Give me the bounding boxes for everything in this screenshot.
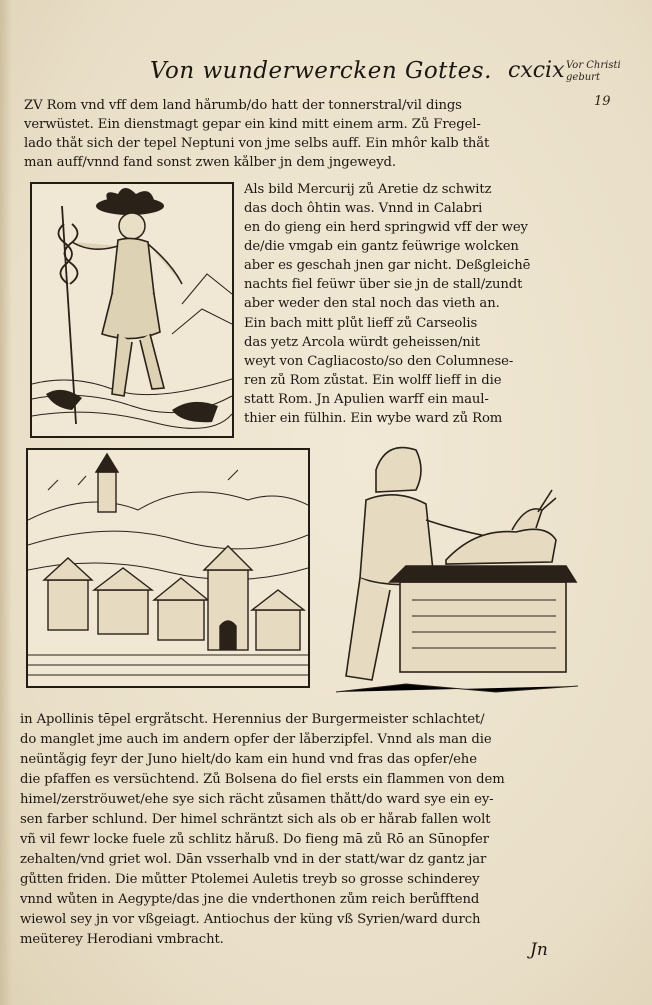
text-line: de/die vmgab ein gantz feüwrige wolcken (244, 239, 519, 254)
catchword: Jn (530, 940, 548, 960)
text-line: aber weder den stal noch das vieth an. (244, 296, 500, 311)
text-line: verwüstet. Ein dienstmagt gepar ein kind mitt einem arm. Zů Fregel- (24, 117, 481, 132)
text-line: man auff/vnnd fand sonst zwen kålber jn dem jngeweyd. (24, 155, 396, 170)
woodcut-sacrifice (316, 440, 586, 702)
text-line: meüterey Herodiani vmbracht. (20, 932, 224, 947)
text-line: lado thåt sich der tepel Neptuni von jme selbs auff. Ein mhôr kalb thåt (24, 136, 490, 151)
text-line: sen farber schlund. Der himel schräntzt sich als ob er hårab fallen wolt (20, 812, 491, 827)
text-line: Als bild Mercurij zů Aretie dz schwitz (244, 182, 492, 197)
margin-note: Vor Christi geburt (566, 60, 621, 83)
text-line: Ein bach mitt plůt lieff zů Carseolis (244, 316, 478, 331)
text-line: do manglet jme auch im andern opfer der låberzipfel. Vnnd als man die (20, 732, 492, 747)
margin-year: 19 (594, 94, 611, 109)
text-line: thier ein fülhin. Ein wybe ward zů Rom (244, 411, 503, 426)
text-line: die pfaffen es versüchtend. Zů Bolsena do fiel ersts ein flammen von dem (20, 772, 505, 787)
running-title: Von wunderwercken Gottes. (150, 58, 492, 84)
text-line: zehalten/vnd griet wol. Dān vsserhalb vnd in der statt/war dz gantz jar (20, 852, 487, 867)
text-line: en do gieng ein herd springwid vff der wey (244, 220, 528, 235)
text-line: das yetz Arcola würdt geheissen/nit (244, 335, 480, 350)
text-line: vñ vil fewr locke fuele zů schlitz håruß. Do fieng mā zů Rō an Sūnopfer (20, 832, 489, 847)
text-line: in Apollinis tēpel ergråtscht. Herennius der Burgermeister schlachtet/ (20, 712, 485, 727)
text-line: das doch ôhtin was. Vnnd in Calabri (244, 201, 483, 216)
text-line: gůtten friden. Die můtter Ptolemei Auletis treyb so grosse schinderey (20, 872, 480, 887)
text-line: ren zů Rom zůstat. Ein wolff lieff in die (244, 373, 502, 388)
text-line: vnnd wůten in Aegypte/das jne die vnderthonen zům reich berůfftend (20, 892, 480, 907)
text-line: aber es geschah jnen gar nicht. Deßgleichē (244, 258, 531, 273)
text-line: weyt von Cagliacosto/so den Columnese- (244, 354, 514, 369)
woodcut-mercury (30, 182, 234, 438)
text-line: ZV Rom vnd vff dem land hårumb/do hatt der tonnerstral/vil dings (24, 98, 462, 113)
page-gutter (0, 0, 12, 1005)
town-illustration (28, 450, 308, 686)
text-line: wiewol sey jn vor vßgeiagt. Antiochus der küng vß Syrien/ward durch (20, 912, 481, 927)
text-line: neüntågig feyr der Juno hielt/do kam ein hund vnd fras das opfer/ehe (20, 752, 477, 767)
text-line: statt Rom. Jn Apulien warff ein maul- (244, 392, 489, 407)
mercury-illustration (32, 184, 232, 436)
sacrifice-illustration (316, 440, 586, 702)
folio-number: cxcix (508, 58, 565, 83)
text-line: nachts fiel feüwr über sie jn de stall/zundt (244, 277, 523, 292)
text-line: himel/zerströuwet/ehe sye sich rächt zůsamen thått/do ward sye ein ey- (20, 792, 494, 807)
woodcut-town (26, 448, 310, 688)
